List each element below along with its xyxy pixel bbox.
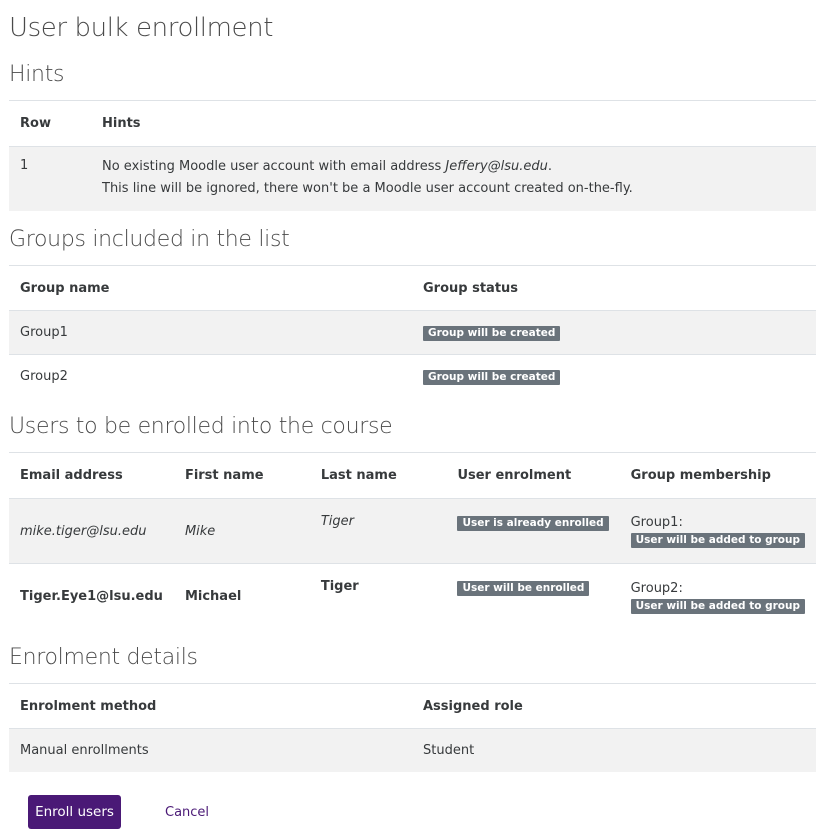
table-header-row: [9, 453, 816, 499]
status-badge: Group will be created: [423, 370, 560, 385]
table-row: [9, 147, 816, 211]
hint-line-2: This line will be ignored, there won't be a Moodle user account created on-the-fly.: [102, 181, 633, 196]
enrolment-method: Manual enrollments: [20, 742, 149, 758]
column-header: First name: [184, 468, 264, 483]
status-badge: User will be added to group: [631, 599, 805, 614]
groups-table: [9, 265, 816, 399]
hint-prefix: No existing Moodle user account with email address: [102, 159, 446, 174]
group-membership-label: Group1:: [630, 515, 683, 530]
group-name: Group1: [20, 325, 68, 340]
column-header: Group name: [20, 280, 110, 296]
table-header-row: [9, 101, 816, 147]
table-row: [9, 311, 816, 355]
column-header: Enrolment method: [20, 698, 157, 714]
column-header: Group membership: [630, 468, 771, 483]
enrolment-table: [9, 683, 816, 772]
groups-heading: Groups included in the list: [9, 227, 290, 252]
hint-suffix: .: [547, 159, 553, 174]
hint-line-1: [102, 156, 805, 178]
status-badge: User will be added to group: [631, 533, 805, 548]
user-email-text: mike.tiger@lsu.edu: [20, 523, 147, 539]
column-header: Assigned role: [423, 698, 523, 714]
table-header-row: [9, 684, 816, 729]
user-last-name-text: Tiger: [320, 514, 354, 529]
hints-table: [9, 100, 816, 211]
user-last-name: Tiger: [320, 579, 359, 594]
table-header-row: [9, 266, 816, 311]
group-membership-label: Group2:: [630, 580, 683, 596]
column-header: Row: [20, 116, 51, 131]
table-row: [9, 729, 816, 772]
column-header: Email address: [20, 468, 123, 483]
enrolment-heading: Enrolment details: [9, 645, 198, 670]
hint-text: [91, 147, 816, 211]
user-first-name: [174, 499, 310, 564]
status-badge: User is already enrolled: [457, 516, 608, 531]
cancel-link[interactable]: Cancel: [165, 805, 210, 820]
assigned-role: Student: [423, 742, 475, 758]
user-email: [9, 499, 174, 564]
users-table: [9, 452, 816, 630]
table-row: [9, 355, 816, 399]
users-heading: Users to be enrolled into the course: [9, 414, 393, 439]
group-name: Group2: [20, 369, 68, 385]
hint-row-number: 1: [20, 158, 29, 173]
group-status-cell: [412, 355, 816, 399]
user-email: Tiger.Eye1@lsu.edu: [20, 589, 163, 605]
user-last-name: [310, 499, 447, 564]
hints-heading: Hints: [9, 62, 65, 87]
status-badge: Group will be created: [423, 326, 560, 341]
group-membership-cell: [620, 564, 816, 630]
status-badge: User will be enrolled: [457, 581, 589, 596]
column-header: Group status: [423, 280, 519, 296]
group-status-cell: [412, 311, 816, 355]
table-row: [9, 564, 816, 630]
column-header: User enrolment: [457, 468, 572, 483]
user-first-name: Michael: [184, 589, 242, 605]
page-title: User bulk enrollment: [9, 13, 273, 43]
table-row: [9, 499, 816, 564]
user-enrolment-cell: [446, 499, 619, 564]
user-first-name-text: Mike: [184, 523, 216, 539]
user-enrolment-cell: [446, 564, 619, 630]
hint-email: Jeffery@lsu.edu: [445, 159, 548, 174]
column-header: Last name: [320, 468, 397, 483]
group-membership-cell: [620, 499, 816, 564]
column-header: Hints: [102, 116, 141, 131]
enroll-users-button[interactable]: Enroll users: [28, 795, 121, 829]
